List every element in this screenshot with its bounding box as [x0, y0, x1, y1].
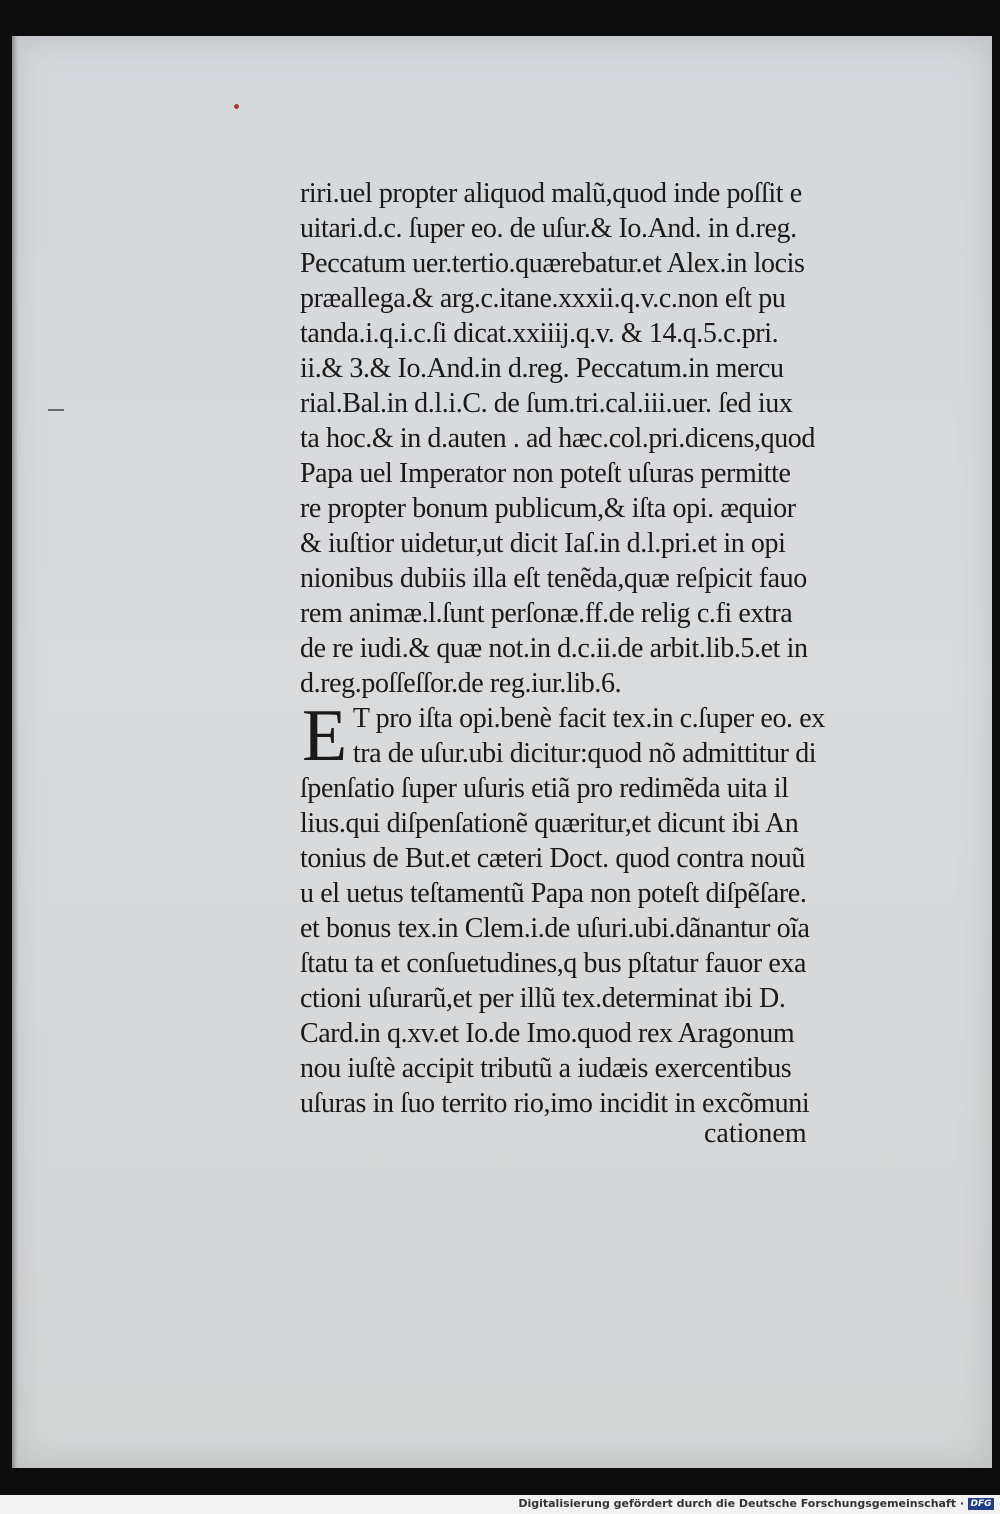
text-line: tonius de But.et cæteri Doct. quod contra nouũ [300, 843, 805, 874]
digitization-footer [0, 1495, 1000, 1514]
text-line: lius.qui diſpenſationẽ quæritur,et dicunt ibi An [300, 808, 799, 839]
text-line: de re iudi.& quæ not.in d.c.ii.de arbit.lib.5.et in [300, 633, 808, 664]
text-line: Peccatum uer.tertio.quærebatur.et Alex.in locis [300, 248, 805, 279]
text-line: d.reg.poſſeſſor.de reg.iur.lib.6. [300, 668, 622, 699]
funding-credit: Digitalisierung gefördert durch die Deutsche Forschungsgemeinschaft · [518, 1497, 964, 1510]
dfg-logo: DFG [968, 1498, 994, 1510]
margin-mark [48, 409, 64, 411]
catchword: cationem [704, 1118, 807, 1149]
text-line: uitari.d.c. ſuper eo. de uſur.& Io.And. in d.reg. [300, 213, 797, 244]
text-line: re propter bonum publicum,& iſta opi. æquior [300, 493, 796, 524]
text-line: rem animæ.l.ſunt perſonæ.ff.de relig c.fi extra [300, 598, 793, 629]
text-line: nionibus dubiis illa eſt tenẽda,quæ reſpicit fauo [300, 563, 807, 594]
drop-capital: E [302, 695, 347, 777]
text-line: ſpenſatio ſuper uſuris etiã pro redimẽda uita il [300, 773, 789, 804]
ink-spot [234, 104, 239, 109]
paragraph-two [300, 695, 900, 1121]
text-line: Papa uel Imperator non poteſt uſuras permitte [300, 458, 791, 489]
text-line: præallega.& arg.c.itane.xxxii.q.v.c.non eſt pu [300, 283, 786, 314]
main-text-block [300, 176, 900, 1121]
text-line: tanda.i.q.i.c.ſi dicat.xxiiij.q.v. & 14.q.5.c.pri. [300, 318, 779, 349]
text-line: uſuras in ſuo territo rio,imo incidit in excõmuni [300, 1088, 810, 1119]
page-edge-shadow [12, 36, 18, 1468]
text-line: tra de uſur.ubi dicitur:quod nõ admittitur di [352, 738, 817, 769]
text-line: u el uetus teſtamentũ Papa non poteſt diſpẽſare. [300, 878, 807, 909]
text-line: T pro iſta opi.benè facit tex.in c.ſuper eo. ex [352, 703, 825, 734]
text-line: Card.in q.xv.et Io.de Imo.quod rex Aragonum [300, 1018, 795, 1049]
paragraph-two-body [300, 771, 900, 1121]
text-line: nou iuſtè accipit tributũ a iudæis exercentibus [300, 1053, 792, 1084]
text-line: et bonus tex.in Clem.i.de uſuri.ubi.dãnantur oĩa [300, 913, 810, 944]
text-line: ctioni uſurarũ,et per illũ tex.determinat ibi D. [300, 983, 786, 1014]
text-line: riri.uel propter aliquod malũ,quod inde poſſit e [300, 178, 802, 209]
text-line: ſtatu ta et conſuetudines,q bus pſtatur fauor exa [300, 948, 807, 979]
text-line: ta hoc.& in d.auten . ad hæc.col.pri.dicens,quod [300, 423, 816, 454]
text-line: & iuſtior uidetur,ut dicit Iaſ.in d.l.pri.et in opi [300, 528, 786, 559]
text-line: rial.Bal.in d.l.i.C. de ſum.tri.cal.iii.uer. ſed iux [300, 388, 793, 419]
text-line: ii.& 3.& Io.And.in d.reg. Peccatum.in mercu [300, 353, 784, 384]
paragraph-one [300, 176, 900, 701]
